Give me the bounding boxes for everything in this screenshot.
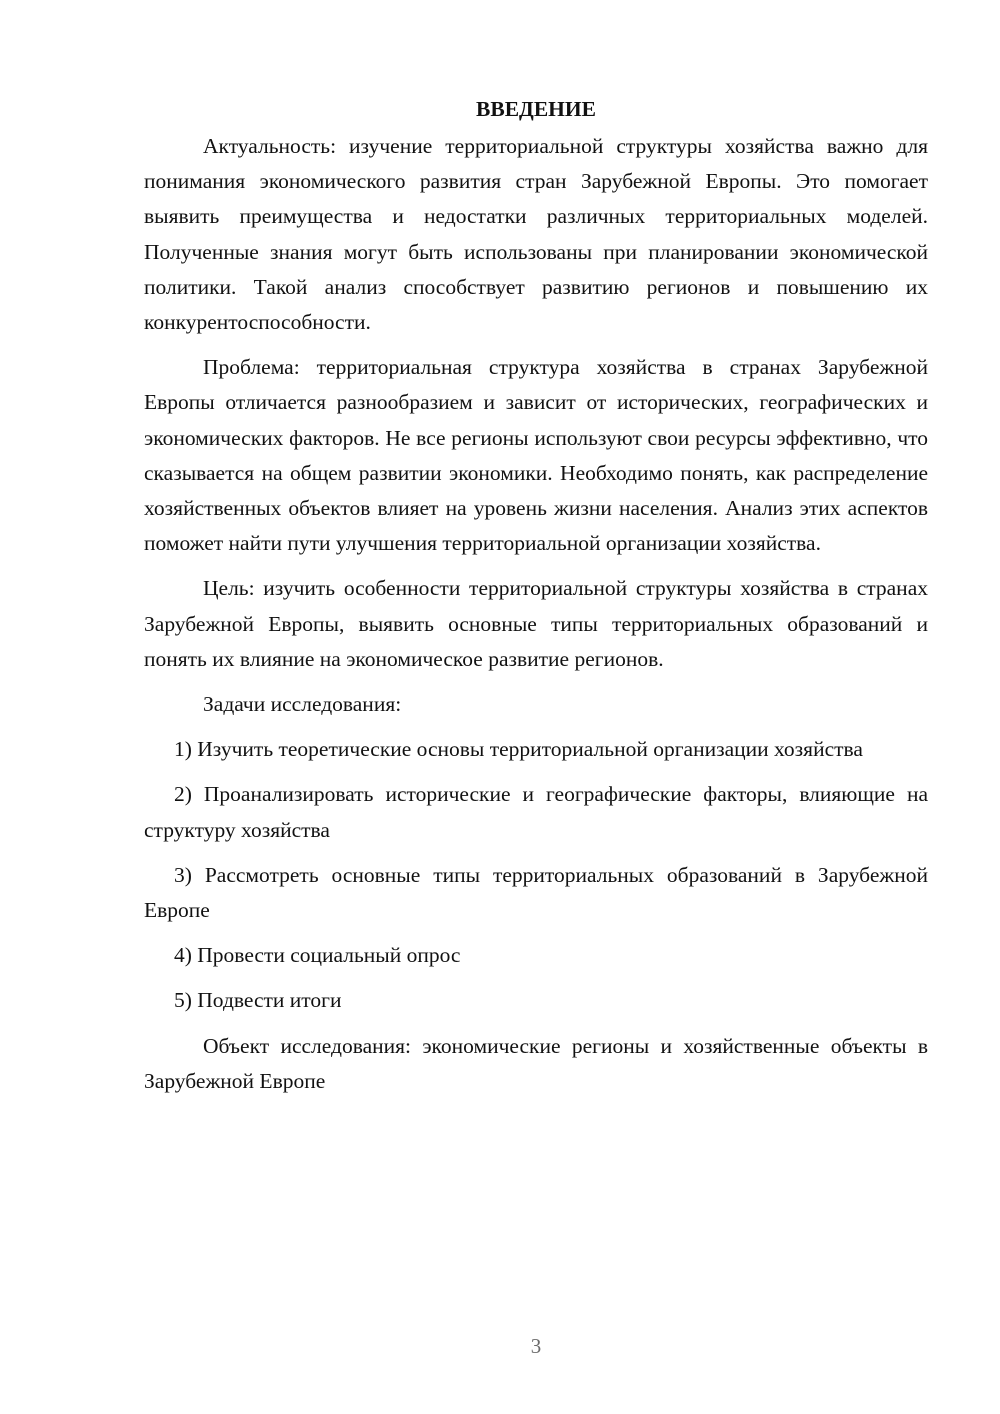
list-item: 5) Подвести итоги — [174, 988, 342, 1013]
paragraph-problem: Проблема: территориальная структура хозяйства в странах Зарубежной Европы отличается разнообразием и зависит от исторических, географических и экономических факторов. Не все регионы используют свои ресурсы эффективно, что сказывается на общем развитии экономики. Необходимо понять, как распределение хозяйственных объектов влияет на уровень жизни населения. Анализ этих аспектов поможет найти пути улучшения территориальной организации хозяйства. — [144, 355, 928, 556]
paragraph-goal: Цель: изучить особенности территориальной структуры хозяйства в странах Зарубежной Европы, выявить основные типы территориальных образований и понять их влияние на экономическое развитие регионов. — [144, 576, 928, 671]
paragraph-relevance: Актуальность: изучение территориальной структуры хозяйства важно для понимания экономического развития стран Зарубежной Европы. Это помогает выявить преимущества и недостатки различных территориальных моделей. Полученные знания могут быть использованы при планировании экономической политики. Такой анализ способствует развитию регионов и повышению их конкурентоспособности. — [144, 134, 928, 335]
list-item: 1) Изучить теоретические основы территориальной организации хозяйства — [174, 737, 863, 762]
tasks-heading: Задачи исследования: — [203, 692, 402, 717]
page-content — [144, 92, 928, 1109]
list-item: 2) Проанализировать исторические и географические факторы, влияющие на структуру хозяйства — [144, 782, 928, 842]
list-item: 3) Рассмотреть основные типы территориальных образований в Зарубежной Европе — [144, 862, 928, 923]
page-title: ВВЕДЕНИЕ — [476, 97, 596, 121]
list-item: 4) Провести социальный опрос — [174, 943, 461, 968]
page-number: 3 — [530, 1334, 542, 1358]
paragraph-object: Объект исследования: экономические регионы и хозяйственные объекты в Зарубежной Европе — [144, 1033, 928, 1093]
tasks-list — [144, 732, 928, 1018]
